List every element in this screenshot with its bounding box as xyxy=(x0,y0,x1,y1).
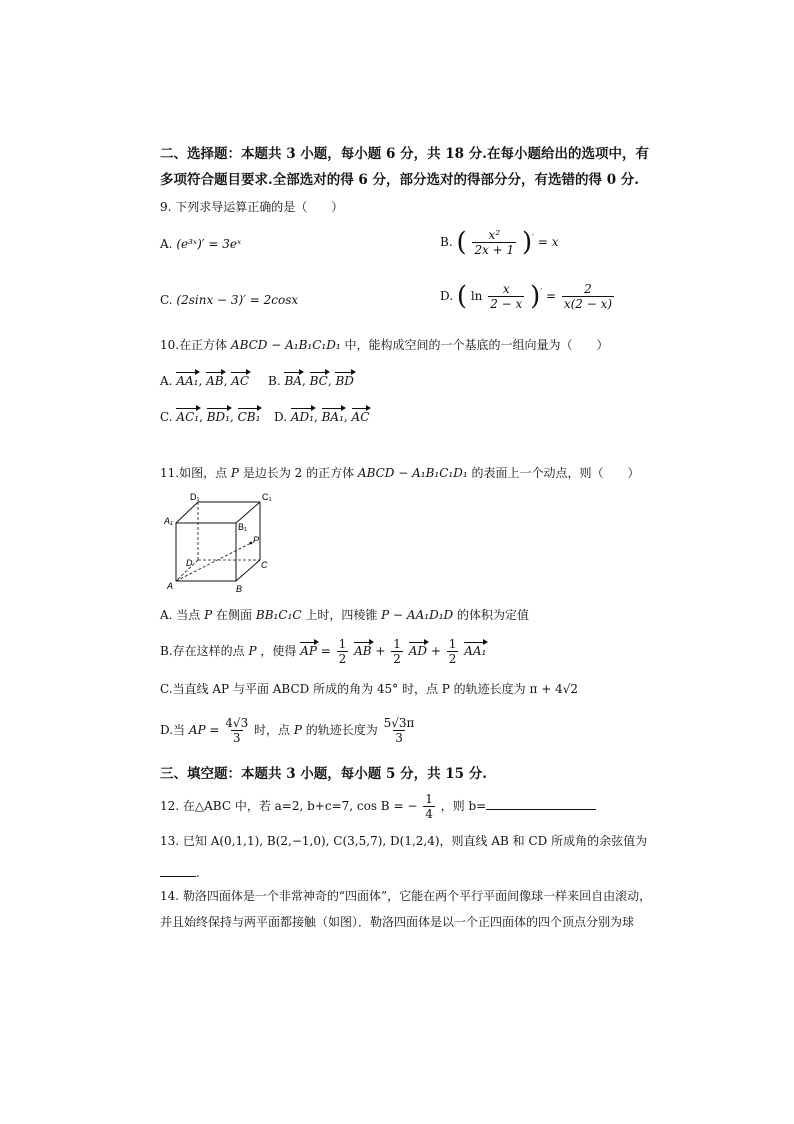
q11-a-mid2: 上时，四棱锥 xyxy=(305,608,378,622)
q12-answer-blank[interactable] xyxy=(486,797,596,810)
cube-label-b1: B₁ xyxy=(238,522,248,532)
q11-d-pre: D.当 xyxy=(160,723,186,737)
q10-a-v1: AA₁ xyxy=(176,374,199,388)
q10-stem xyxy=(160,337,609,353)
q9-stem: 9. 下列求导运算正确的是（ ） xyxy=(160,200,344,214)
q10-d-v3: AC xyxy=(351,410,370,424)
q9-b-num: x² xyxy=(488,228,501,242)
q10-a-v3: AC xyxy=(231,374,250,388)
section3-heading: 三、填空题：本题共 3 小题，每小题 5 分，共 15 分. xyxy=(160,766,487,782)
q11-option-b: B.存在这样的点 P ，使得 AP = $\frac{1}{2}$ AB + $\frac{1}{2}$ AD + $\frac{1}{2}$ AA₁ xyxy=(160,637,487,666)
q11-d-frac1-den: 3 xyxy=(232,731,241,745)
q11-b-frac2-num: 1 xyxy=(393,637,401,651)
q11-d-frac2 xyxy=(384,716,415,745)
q12-fraction xyxy=(423,792,435,821)
q11-b-frac2 xyxy=(391,637,403,666)
q11-b-aa1: AA₁ xyxy=(464,644,487,658)
q11-d-p: P xyxy=(293,723,302,737)
q9-b-rhs: = x xyxy=(537,235,559,249)
q9-d-rnum: 2 xyxy=(584,282,592,296)
q11-b-frac3 xyxy=(447,637,459,666)
q11-d-frac2-num: 5√3π xyxy=(383,716,415,730)
q9-option-b: B. ( $\frac{\text{x²}}{2x + 1}$ )′ = x xyxy=(440,227,559,258)
cube-label-c1: C₁ xyxy=(262,492,272,502)
q10-option-c: C. AC₁, BD₁, CB₁ xyxy=(160,410,261,424)
q14-line2: 并且始终保持与两平面都接触（如图）．勒洛四面体是以一个正四面体的四个顶点分别为球 xyxy=(160,915,635,929)
q9-d-ln: ln xyxy=(470,289,483,303)
q9-a-label: A. xyxy=(160,237,173,251)
q11-a-p: P xyxy=(204,608,213,622)
cube-figure xyxy=(158,488,278,594)
q10-stem-pre: 10.在正方体 xyxy=(160,338,228,352)
q9-b-fraction xyxy=(472,228,516,257)
q9-d-rhs-fraction xyxy=(562,282,614,311)
q13-line2 xyxy=(160,864,200,881)
q11-d-mid: 时，点 xyxy=(254,723,291,737)
q10-c-v2: BD₁ xyxy=(206,410,230,424)
q9-d-num: x xyxy=(502,282,510,296)
cube-label-b: B xyxy=(236,584,243,594)
cube-label-c: C xyxy=(261,560,268,570)
q9-d-fraction xyxy=(488,282,524,311)
q11-b-pre: B.存在这样的点 xyxy=(160,644,245,658)
q11-b-frac3-num: 1 xyxy=(448,637,457,651)
q11-b-p: P xyxy=(248,644,257,658)
q11-b-frac1-den: 2 xyxy=(338,652,347,666)
q9-b-label: B. xyxy=(440,235,453,249)
q11-stem-post: 的表面上一个动点，则（ ） xyxy=(471,466,640,480)
q11-d-mid2: 的轨迹长度为 xyxy=(305,723,378,737)
q10-a-label: A. xyxy=(160,374,173,388)
q11-stem-mid: 是边长为 2 的正方体 xyxy=(242,466,355,480)
q10-stem-cube: ABCD − A₁B₁C₁D₁ xyxy=(230,338,341,352)
q9-option-d: D. ( ln $\frac{x}{2 - x}$ )′ = $\frac{2}{x(2 - x)}$ xyxy=(440,281,613,312)
q12 xyxy=(160,792,596,821)
q11-b-ap: AP xyxy=(300,644,317,658)
q11-stem-pre: 11.如图，点 xyxy=(160,466,228,480)
q10-b-v1: BA xyxy=(284,374,302,388)
q13-period: . xyxy=(196,866,200,880)
q11-b-frac1 xyxy=(337,637,349,666)
q12-text-post: ，则 b= xyxy=(440,799,487,813)
q10-b-label: B. xyxy=(268,374,281,388)
q9-d-label: D. xyxy=(440,289,454,303)
q10-stem-post: 中，能构成空间的一个基底的一组向量为（ ） xyxy=(344,338,609,352)
q9-d-rden: x(2 − x) xyxy=(563,297,613,311)
q13-line1: 13. 已知 A(0,1,1), B(2,−1,0), C(3,5,7), D(1,2,4)，则直线 AB 和 CD 所成角的余弦值为 xyxy=(160,834,648,848)
section2-heading-line1: 二、选择题：本题共 3 小题，每小题 6 分，共 18 分.在每小题给出的选项中，有 xyxy=(160,146,649,162)
q11-stem-p: P xyxy=(230,466,239,480)
q9-c-label: C. xyxy=(160,293,173,307)
q11-b-frac3-den: 2 xyxy=(448,652,457,666)
q11-d-frac1-num: 4√3 xyxy=(225,716,249,730)
cube-label-p: P xyxy=(253,535,260,545)
q10-c-v1: AC₁ xyxy=(176,410,200,424)
q11-stem-cube: ABCD − A₁B₁C₁D₁ xyxy=(357,466,468,480)
q10-option-a: A. AA₁, AB, AC xyxy=(160,374,250,388)
q11-stem xyxy=(160,465,640,481)
q10-b-v2: BC xyxy=(309,374,328,388)
q10-d-v1: AD₁ xyxy=(290,410,314,424)
q11-a-mid: 在侧面 xyxy=(216,608,253,622)
q10-option-d: D. AD₁, BA₁, AC xyxy=(274,410,370,424)
q11-b-frac2-den: 2 xyxy=(393,652,401,666)
cube-label-a1: A₁ xyxy=(164,516,173,526)
q11-b-ad: AD xyxy=(408,644,428,658)
q10-option-b: B. BA, BC, BD xyxy=(268,374,354,388)
q9-a-expr: (e³ˣ)′ = 3eˣ xyxy=(176,237,242,251)
q10-b-v3: BD xyxy=(335,374,354,388)
q12-text-pre: 12. 在△ABC 中，若 a=2, b+c=7, cos B = − xyxy=(160,799,418,813)
q11-a-face: BB₁C₁C xyxy=(255,608,302,622)
q11-a-pre: A. 当点 xyxy=(160,608,201,622)
section2-heading-line2: 多项符合题目要求.全部选对的得 6 分，部分选对的得部分分，有选错的得 0 分. xyxy=(160,172,639,188)
q11-d-frac2-den: 3 xyxy=(395,731,403,745)
q12-den: 4 xyxy=(425,807,433,821)
q11-d-ap: AP xyxy=(188,723,206,737)
q10-a-v2: AB xyxy=(206,374,224,388)
q11-option-d: D.当 AP = $\frac{4√3}{3}$ 时，点 P 的轨迹长度为 $\frac{5√3\pi}{3}$ xyxy=(160,716,415,745)
q9-c-expr: (2sinx − 3)′ = 2cosx xyxy=(176,293,299,307)
q11-option-a xyxy=(160,607,529,623)
q10-c-v3: CB₁ xyxy=(237,410,261,424)
q14-line1: 14. 勒洛四面体是一个非常神奇的“四面体”，它能在两个平行平面间像球一样来回自由滚动， xyxy=(160,889,652,903)
q10-c-label: C. xyxy=(160,410,173,424)
q9-option-c xyxy=(160,292,298,308)
q12-num: 1 xyxy=(425,792,433,806)
cube-label-d1: D₁ xyxy=(190,492,200,502)
q10-d-v2: BA₁ xyxy=(321,410,344,424)
q11-d-frac1 xyxy=(225,716,248,745)
q11-option-c: C.当直线 AP 与平面 ABCD 所成的角为 45° 时，点 P 的轨迹长度为 π + 4√2 xyxy=(160,682,578,696)
q10-d-label: D. xyxy=(274,410,288,424)
q11-b-mid: ，使得 xyxy=(260,644,297,658)
q9-d-den: 2 − x xyxy=(490,297,523,311)
cube-label-d: D xyxy=(186,558,193,568)
q13-answer-blank[interactable] xyxy=(160,864,196,877)
q11-a-post: 的体积为定值 xyxy=(456,608,529,622)
q11-b-ab: AB xyxy=(354,644,372,658)
q9-b-den: 2x + 1 xyxy=(474,243,515,257)
cube-label-a: A xyxy=(167,581,174,591)
q11-b-frac1-num: 1 xyxy=(338,637,347,651)
q9-option-a xyxy=(160,236,241,252)
q11-a-pyr: P − AA₁D₁D xyxy=(381,608,454,622)
